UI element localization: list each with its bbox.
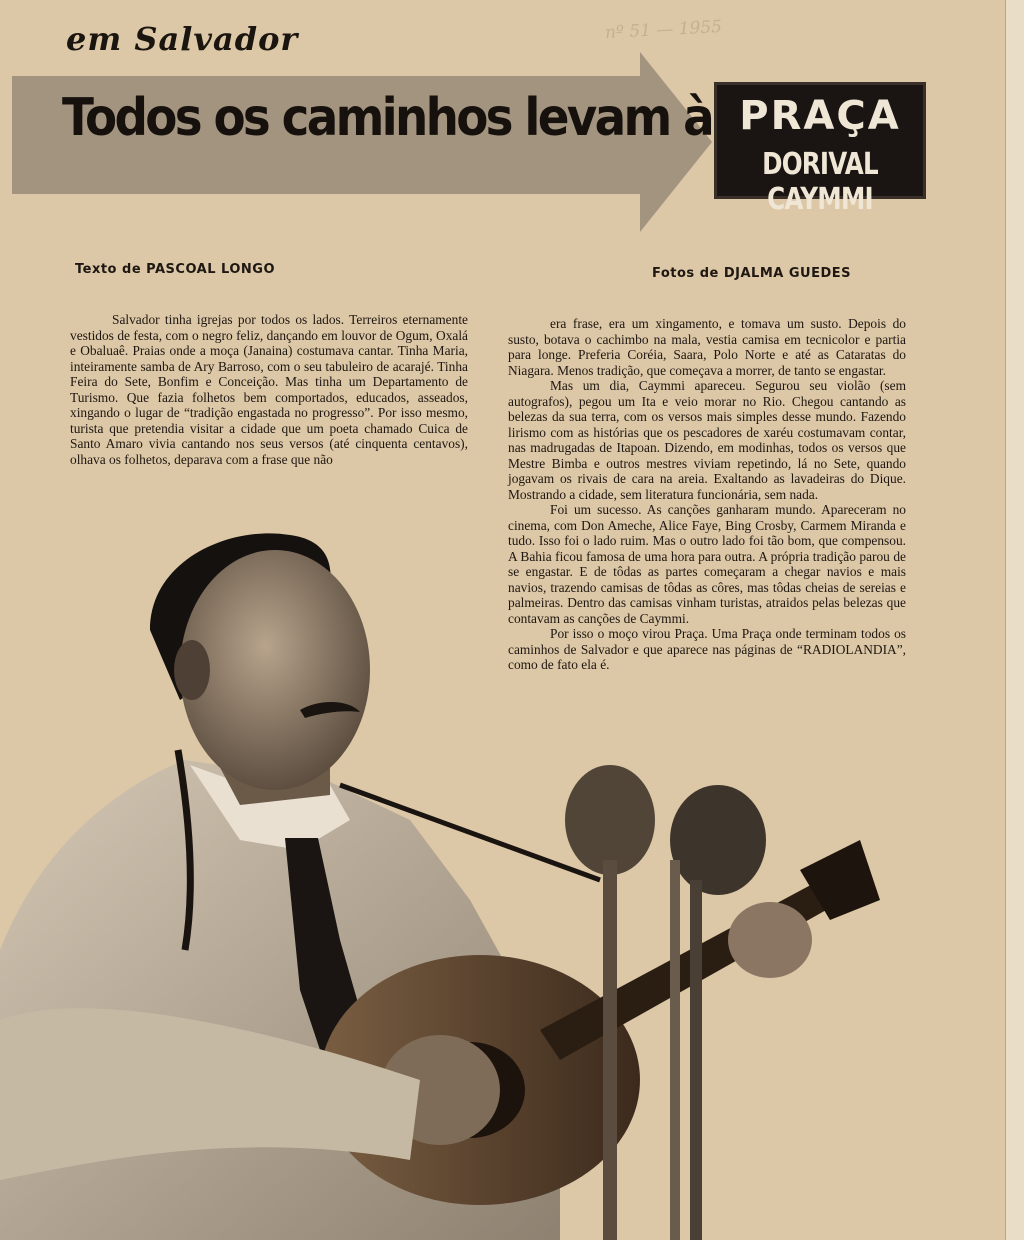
page-edge xyxy=(1005,0,1024,1240)
article-paragraph: Salvador tinha igrejas por todos os lados. Terreiros eternamente vestidos de festa, com o negro feliz, dançando em louvor de Ogum, Oxalá e Obaluaê. Praias onde a moça (Janaina) costumava cantar. Tinha Maria, inteiramente samba de Ary Barroso, com o seu tabuleiro de acarajé. Tinha Feira do Sete, Bonfim e Conceição. Mas tinha um Departamento de Turismo. Que fazia folhetos bem comportados, educados, asseados, xingando o lugar de “tradição engastada no progresso”. Por isso mesmo, turista que pretendia visitar a cidade que um poeta chamado Cuica de Santo Amaro vivia cantando nos seus versos (até cinquenta centavos), olhava os folhetos, deparava com a frase que não xyxy=(70,312,468,467)
article-column-left xyxy=(70,312,468,467)
article-paragraph: era frase, era um xingamento, e tomava um susto. Depois do susto, botava o cachimbo na mala, vestia camisa em tecnicolor e partia para longe. Preferia Coréia, Saara, Polo Norte e até as Cataratas do Niagara. Menos tradição, que começava a morrer, de tanto se engastar. xyxy=(508,316,906,378)
text-credit: Texto de PASCOAL LONGO xyxy=(75,262,276,277)
photo-credit: Fotos de DJALMA GUEDES xyxy=(652,266,851,281)
article-paragraph: Por isso o moço virou Praça. Uma Praça onde terminam todos os caminhos de Salvador e que aparece nas páginas de “RADIOLANDIA”, como de fato ela é. xyxy=(508,626,906,672)
handwritten-note: nº 51 — 1955 xyxy=(604,16,723,44)
article-paragraph: Mas um dia, Caymmi apareceu. Segurou seu violão (sem autografos), pegou um Ita e veio morar no Rio. Chegou cantando as belezas da sua terra, com os versos mais simples desse mundo. Fazendo lirismo com as histórias que os pescadores de xaréu costumavam contar, nas madrugadas de Itapoan. Dizendo, em modinhas, todos os versos que Mestre Bimba e outros mestres viviam repetindo, lá no Sete, quando jogavam os rivais de cara na areia. Exaltando as lavadeiras do Dique. Mostrando a cidade, sem literatura funcionária, sem nada. xyxy=(508,378,906,502)
headline: Todos os caminhos levam à xyxy=(62,88,713,148)
sign-line-1: PRAÇA xyxy=(739,93,901,139)
article-paragraph: Foi um sucesso. As canções ganharam mundo. Apareceram no cinema, com Don Ameche, Alice Faye, Bing Crosby, Carmem Miranda e tudo. Isso foi o lado ruim. Mas o outro lado foi tão bom, que compensou. A Bahia ficou famosa de uma hora para outra. A própria tradição parou de se engastar. E de tôdas as partes começaram a chegar navios e mais navios, trazendo camisas de tôdas as côres, mas tôdas cheias de sereias e palmeiras. Dentro das camisas vinham turistas, atraidos pelas belezas que contavam as canções de Caymmi. xyxy=(508,502,906,626)
sign-line-2: DORIVAL CAYMMI xyxy=(762,147,878,217)
singer-with-guitar-photo xyxy=(0,520,900,1240)
street-sign xyxy=(714,82,926,217)
kicker-title: em Salvador xyxy=(66,20,299,58)
